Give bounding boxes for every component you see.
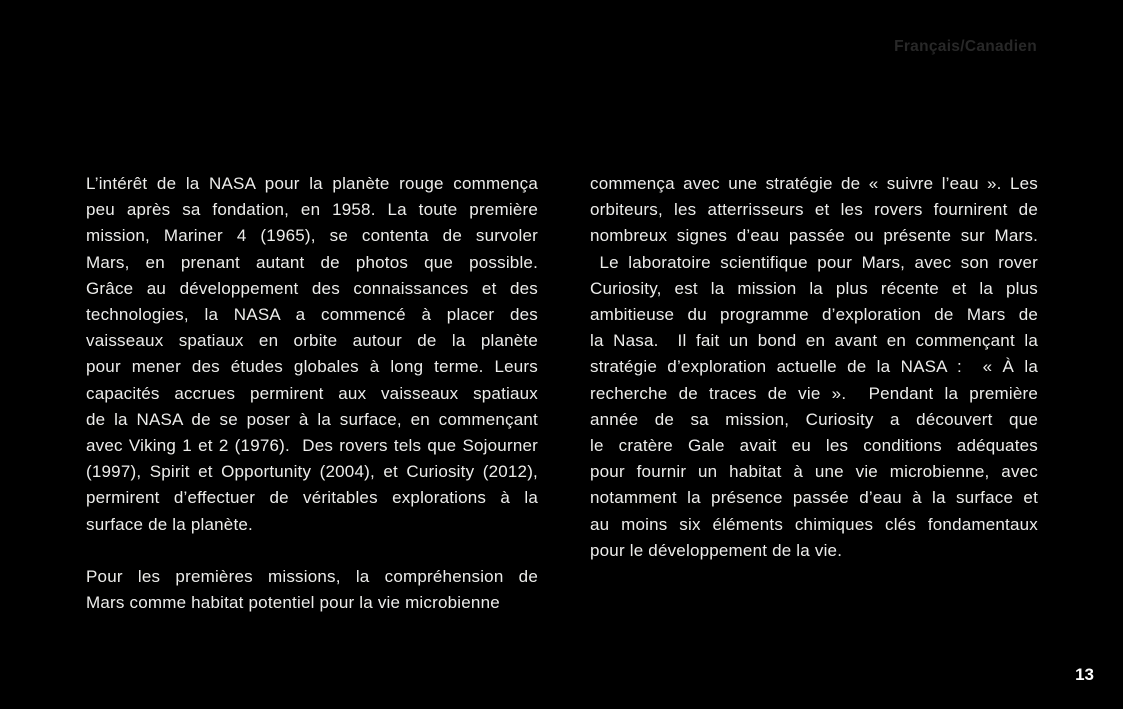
text-line: pour le développement de la vie. [590, 540, 843, 560]
text-line: vaisseaux spatiaux en orbite autour de la planète [86, 331, 538, 351]
text-column-right [590, 171, 1038, 564]
text-line: L’intérêt de la NASA pour la planète rouge commença [86, 174, 538, 193]
text-line: capacités accrues permirent aux vaisseaux spatiaux [86, 383, 538, 403]
language-label: Français/Canadien [894, 38, 1037, 55]
text-line: avec Viking 1 et 2 (1976). Des rovers tels que Sojourner [86, 436, 538, 456]
text-line: (1997), Spirit et Opportunity (2004), et Curiosity (2012), [86, 462, 538, 482]
text-line: technologies, la NASA a commencé à placer des [86, 305, 538, 325]
text-line: stratégie d’exploration actuelle de la NASA : « À la [590, 357, 1038, 377]
text-line: orbiteurs, les atterrisseurs et les rovers fournirent de [590, 200, 1038, 220]
paragraph [86, 564, 538, 616]
text-line: surface de la planète. [86, 514, 253, 534]
text-line: le cratère Gale avait eu les conditions adéquates [590, 436, 1038, 456]
page-number: 13 [1075, 665, 1094, 684]
text-line: ambitieuse du programme d’exploration de Mars de [590, 305, 1038, 325]
text-line: année de sa mission, Curiosity a découvert que [590, 409, 1038, 429]
text-line: pour fournir un habitat à une vie microbienne, avec [590, 462, 1038, 482]
text-line: notamment la présence passée d’eau à la surface et [590, 488, 1038, 508]
paragraph [86, 171, 538, 538]
paragraph [590, 171, 1038, 564]
text-line: nombreux signes d’eau passée ou présente sur Mars. [590, 226, 1038, 246]
text-line: commença avec une stratégie de « suivre l’eau ». Les [590, 174, 1038, 193]
text-line: peu après sa fondation, en 1958. La toute première [86, 200, 538, 220]
text-line: mission, Mariner 4 (1965), se contenta de survoler [86, 226, 538, 246]
text-line: pour mener des études globales à long terme. Leurs [86, 357, 538, 377]
text-line: Mars, en prenant autant de photos que possible. [86, 252, 538, 272]
text-line: Grâce au développement des connaissances et des [86, 278, 538, 298]
text-line: Pour les premières missions, la compréhension de [86, 566, 538, 586]
text-column-left [86, 171, 538, 616]
text-line: Mars comme habitat potentiel pour la vie microbienne [86, 593, 500, 613]
text-line: Le laboratoire scientifique pour Mars, avec son rover [590, 252, 1038, 272]
text-line: recherche de traces de vie ». Pendant la première [590, 383, 1038, 403]
text-line: permirent d’effectuer de véritables explorations à la [86, 488, 538, 508]
text-line: la Nasa. Il fait un bond en avant en commençant la [590, 331, 1038, 351]
text-line: Curiosity, est la mission la plus récente et la plus [590, 278, 1038, 298]
text-line: de la NASA de se poser à la surface, en commençant [86, 409, 538, 429]
text-line: au moins six éléments chimiques clés fondamentaux [590, 514, 1038, 534]
